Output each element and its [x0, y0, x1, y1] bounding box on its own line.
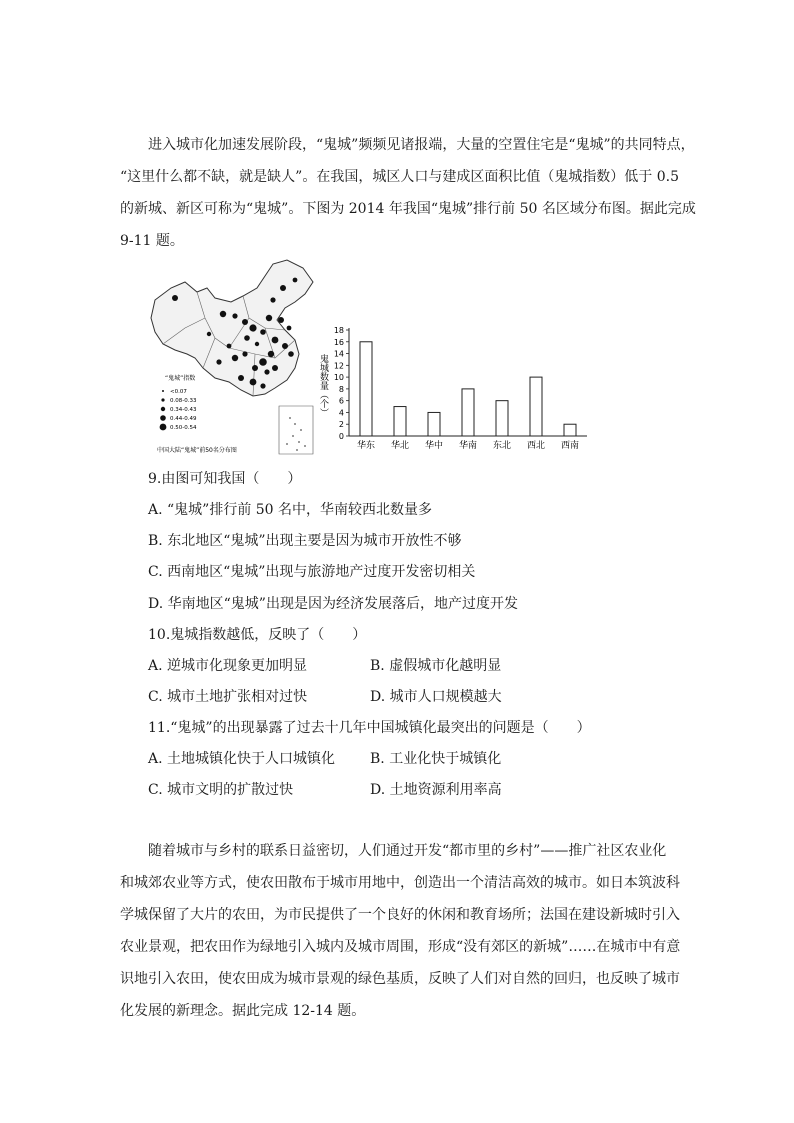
q9-option-c[interactable]: C. 西南地区“鬼城”出现与旅游地产过度开发密切相关 [148, 564, 476, 580]
q11-option-b[interactable]: B. 工业化快于城镇化 [370, 751, 502, 767]
passage-urban-farmland [120, 835, 681, 1027]
q9-option-a[interactable]: A. “鬼城”排行前 50 名中，华南较西北数量多 [148, 502, 433, 518]
y-tick-label: 6 [338, 396, 344, 406]
ghost-city-bar-chart [317, 324, 597, 458]
question-10-stem: 10.鬼城指数越低，反映了（ ） [148, 627, 367, 643]
q11-option-d[interactable]: D. 土地资源利用率高 [370, 782, 502, 798]
legend-item: <0.07 [170, 389, 187, 395]
question-11-stem: 11.“鬼城”的出现暴露了过去十几年中国城镇化最突出的问题是（ ） [148, 720, 591, 736]
passage-line: 化发展的新理念。据此完成 12-14 题。 [120, 1003, 366, 1019]
x-tick-label: 东北 [492, 441, 512, 451]
x-tick-label: 华东 [356, 441, 376, 451]
x-tick-label: 西北 [526, 441, 546, 451]
q11-option-a[interactable]: A. 土地城镇化快于人口城镇化 [148, 751, 336, 767]
map-caption: 中国大陆“鬼城”前50名分布图 [157, 447, 237, 454]
q11-option-c[interactable]: C. 城市文明的扩散过快 [148, 782, 294, 798]
y-tick-label: 10 [333, 373, 344, 383]
bar-西南 [564, 424, 576, 436]
map-legend [160, 390, 167, 430]
y-axis-label: 鬼城数量（个） [318, 354, 328, 417]
bar-华中 [428, 412, 440, 436]
bar-华东 [360, 342, 372, 436]
passage-line: 的新城、新区可称为“鬼城”。下图为 2014 年我国“鬼城”排行前 50 名区域分布图。据此完成 [120, 201, 696, 217]
y-tick-label: 2 [338, 420, 344, 430]
q10-option-d[interactable]: D. 城市人口规模越大 [370, 689, 502, 705]
x-tick-label: 华中 [424, 441, 444, 451]
bar-东北 [496, 401, 508, 436]
legend-item: 0.50-0.54 [170, 425, 197, 431]
passage-line: 农业景观，把农田作为绿地引入城内及城市周围，形成“没有郊区的新城”……在城市中有意 [120, 939, 681, 955]
y-tick-label: 12 [333, 361, 344, 371]
passage-line: “这里什么都不缺，就是缺人”。在我国，城区人口与建成区面积比值（鬼城指数）低于 0.5 [120, 169, 680, 185]
x-tick-label: 华北 [390, 441, 410, 451]
legend-item: 0.08-0.33 [170, 398, 197, 404]
q10-option-c[interactable]: C. 城市土地扩张相对过快 [148, 689, 308, 705]
passage-line: 9-11 题。 [120, 233, 184, 249]
passage-line: 和城郊农业等方式，使农田散布于城市用地中，创造出一个清洁高效的城市。如日本筑波科 [120, 875, 680, 891]
q9-option-d[interactable]: D. 华南地区“鬼城”出现是因为经济发展落后，地产过度开发 [148, 596, 518, 612]
bar-华南 [462, 389, 474, 436]
map-legend-title: “鬼城”指数 [165, 375, 196, 382]
bar-华北 [394, 407, 406, 436]
figure-ghost-city [145, 258, 595, 458]
y-tick-label: 18 [333, 326, 344, 335]
legend-item: 0.44-0.49 [170, 416, 197, 422]
x-tick-label: 西南 [560, 441, 580, 451]
q9-option-b[interactable]: B. 东北地区“鬼城”出现主要是因为城市开放性不够 [148, 533, 462, 549]
y-tick-label: 4 [338, 408, 344, 418]
south-sea-inset [279, 406, 313, 454]
q10-option-b[interactable]: B. 虚假城市化越明显 [370, 658, 502, 674]
q10-option-a[interactable]: A. 逆城市化现象更加明显 [148, 658, 308, 674]
bar-西北 [530, 377, 542, 436]
legend-item: 0.34-0.43 [170, 407, 197, 413]
y-tick-label: 16 [333, 337, 344, 347]
y-tick-label: 8 [338, 384, 344, 394]
passage-line: 学城保留了大片的农田，为市民提供了一个良好的休闲和教育场所；法国在建设新城时引入 [120, 907, 680, 923]
south-sea-islands [286, 417, 306, 451]
passage-line: 识地引入农田，使农田成为城市景观的绿色基质，反映了人们对自然的回归，也反映了城市 [120, 971, 680, 987]
y-tick-label: 14 [333, 349, 344, 359]
passage-ghost-city [120, 129, 696, 257]
passage-line: 进入城市化加速发展阶段，“鬼城”频频见诸报端，大量的空置住宅是“鬼城”的共同特点， [148, 137, 695, 153]
x-tick-label: 华南 [458, 441, 478, 451]
y-tick-label: 0 [338, 432, 344, 441]
passage-line: 随着城市与乡村的联系日益密切，人们通过开发“都市里的乡村”——推广社区农业化 [148, 843, 667, 859]
china-map [145, 258, 315, 458]
question-9-stem: 9.由图可知我国（ ） [148, 471, 302, 487]
